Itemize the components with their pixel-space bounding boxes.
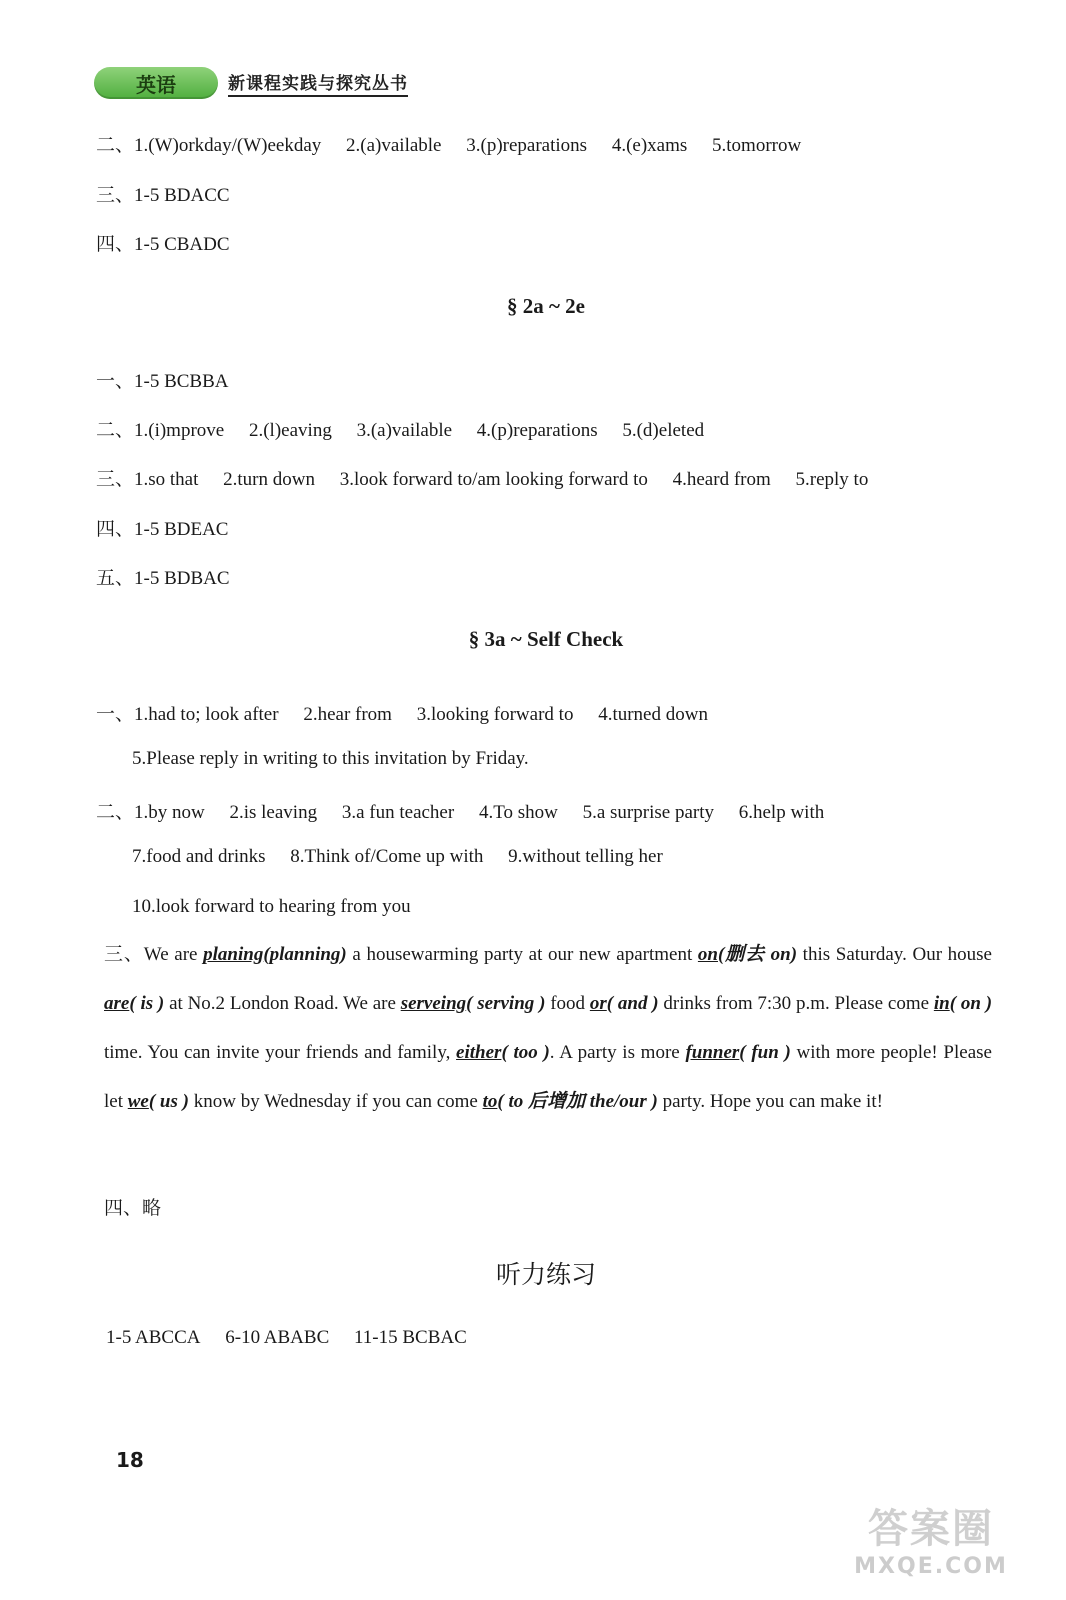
correction-text: at No.2 London Road. We are (164, 993, 401, 1014)
correction: ( too ) (501, 1042, 550, 1063)
error-word: are (104, 993, 130, 1014)
error-word: funner (685, 1042, 740, 1063)
correction-text: food (545, 993, 590, 1014)
answer-item: 5.a surprise party (582, 802, 714, 823)
answer-line (96, 563, 230, 590)
answer-item: 4.turned down (598, 704, 708, 725)
answer-item: 3.looking forward to (416, 704, 574, 725)
answer-item: 10.look forward to hearing from you (132, 896, 411, 917)
answer-item: 一、1-5 BCBBA (96, 371, 229, 392)
correction: ( and ) (606, 993, 659, 1014)
correction-text: 三、We are (104, 944, 204, 965)
answer-line (132, 896, 411, 918)
answer-item: 2.is leaving (229, 802, 318, 823)
answer-line (104, 1193, 161, 1220)
correction-text: party. Hope you can make it! (657, 1091, 883, 1112)
answer-item: 5.(d)eleted (622, 420, 705, 441)
answer-item: 3.a fun teacher (341, 802, 455, 823)
error-word: on (697, 944, 718, 965)
answer-line (96, 366, 229, 393)
error-word: either (456, 1042, 502, 1063)
error-word: to (482, 1091, 498, 1112)
answer-item: 5.reply to (795, 469, 869, 490)
answer-line (106, 1327, 467, 1349)
answer-item: 11-15 BCBAC (354, 1327, 467, 1348)
answer-line (132, 748, 529, 770)
answer-item: 三、1-5 BDACC (96, 185, 230, 206)
page-header (94, 66, 408, 100)
answer-item: 5.Please reply in writing to this invitation by Friday. (132, 748, 529, 769)
answer-item: 五、1-5 BDBAC (96, 568, 230, 589)
correction: ( on ) (949, 993, 993, 1014)
correction: ( is ) (129, 993, 165, 1014)
answer-line (96, 699, 708, 726)
answer-item: 二、1.(i)mprove (96, 420, 225, 441)
answer-item: 4.heard from (672, 469, 771, 490)
answer-item: 一、1.had to; look after (96, 704, 279, 725)
correction-text: time. You can invite your friends and family, (104, 1042, 457, 1063)
answer-item: 4.To show (478, 802, 558, 823)
answer-item: 二、1.(W)orkday/(W)eekday (96, 135, 322, 156)
answer-item: 四、1-5 CBADC (96, 234, 230, 255)
answer-item: 4.(e)xams (611, 135, 688, 156)
answer-item: 8.Think of/Come up with (290, 846, 484, 867)
answer-item: 2.hear from (303, 704, 392, 725)
answer-item: 9.without telling her (508, 846, 663, 867)
watermark-logo (836, 1490, 1026, 1586)
answer-item: 2.turn down (223, 469, 315, 490)
correction: (删去 on) (717, 944, 798, 965)
series-title: 新课程实践与探究丛书 (228, 69, 408, 97)
answer-item: 2.(a)vailable (346, 135, 442, 156)
correction-text: with more people! Please let (104, 1042, 992, 1112)
correction-text: this Saturday. Our house (797, 944, 992, 965)
answer-line (96, 415, 704, 442)
correction: ( us ) (148, 1091, 189, 1112)
correction-text: a housewarming party at our new apartment (346, 944, 698, 965)
answer-item: 5.tomorrow (712, 135, 802, 156)
error-word: planing (203, 944, 264, 965)
answer-line (96, 514, 228, 541)
watermark-text: 答案圈 (868, 1506, 994, 1552)
answer-line (96, 797, 824, 824)
correction: ( fun ) (739, 1042, 791, 1063)
correction-paragraph (104, 930, 992, 1126)
answer-item: 四、1-5 BDEAC (96, 519, 229, 540)
page-number: 18 (116, 1448, 144, 1472)
answer-item: 四、略 (104, 1198, 162, 1219)
answer-line (96, 229, 230, 256)
subject-badge: 英语 (94, 67, 218, 99)
answer-item: 3.look forward to/am looking forward to (339, 469, 648, 490)
correction-text: . A party is more (549, 1042, 686, 1063)
correction-text: know by Wednesday if you can come (188, 1091, 483, 1112)
answer-line (96, 180, 230, 207)
error-word: we (127, 1091, 149, 1112)
correction: ( to 后增加 the/our ) (497, 1091, 658, 1112)
section-title-2a-2e: § 2a ~ 2e (507, 294, 585, 318)
error-word: serveing (400, 993, 467, 1014)
answer-item: 3.(a)vailable (356, 420, 453, 441)
error-word: in (933, 993, 950, 1014)
error-word: or (589, 993, 607, 1014)
answer-item: 二、1.by now (96, 802, 205, 823)
answer-line (96, 130, 801, 157)
section-title-3a-self-check: § 3a ~ Self Check (468, 627, 624, 651)
answer-item: 7.food and drinks (132, 846, 266, 867)
answer-item: 2.(l)eaving (248, 420, 332, 441)
answer-item: 6-10 ABABC (225, 1327, 330, 1348)
answer-item: 1-5 ABCCA (106, 1327, 201, 1348)
correction-text: drinks from 7:30 p.m. Please come (658, 993, 934, 1014)
answer-line (132, 846, 663, 868)
answer-line (96, 464, 868, 491)
answer-item: 4.(p)reparations (476, 420, 598, 441)
answer-item: 三、1.so that (96, 469, 199, 490)
listening-title: 听力练习 (495, 1260, 596, 1289)
correction: (planning) (263, 944, 347, 965)
answer-item: 3.(p)reparations (466, 135, 588, 156)
answer-item: 6.help with (738, 802, 825, 823)
correction: ( serving ) (466, 993, 546, 1014)
watermark-url: MXQE.COM (854, 1554, 1008, 1579)
